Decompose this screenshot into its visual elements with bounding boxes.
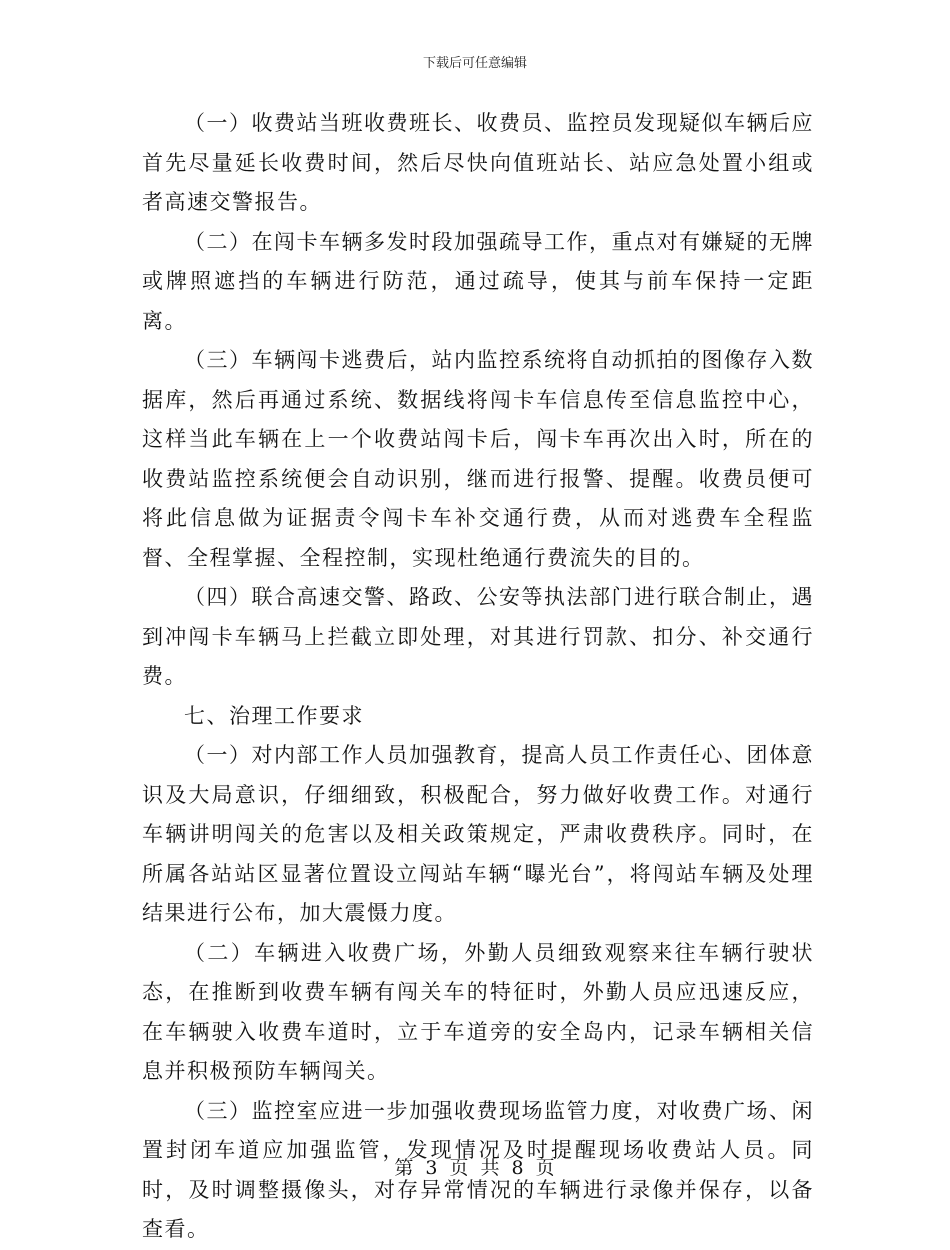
paragraph: （二）车辆进入收费广场，外勤人员细致观察来往车辆行驶状态，在推断到收费车辆有闯关车的特征时，外勤人员应迅速反应，在车辆驶入收费车道时，立于车道旁的安全岛内，记录车辆相关信息并积极预防车辆闯关。: [142, 940, 814, 1083]
section-heading: 七、治理工作要求: [184, 703, 364, 728]
paragraph: （三）监控室应进一步加强收费现场监管力度，对收费广场、闲置封闭车道应加强监管，发现情况及时提醒现场收费站人员。同时，及时调整摄像头，对存异常情况的车辆进行录像并保存，以备查看。: [142, 1098, 814, 1241]
page-number: 第 3 页 共 8 页: [394, 1157, 556, 1179]
paragraph: （四）联合高速交警、路政、公安等执法部门进行联合制止，遇到冲闯卡车辆马上拦截立即处理，对其进行罚款、扣分、补交通行费。: [142, 585, 814, 688]
paragraph: （一）收费站当班收费班长、收费员、监控员发现疑似车辆后应首先尽量延长收费时间，然后尽快向值班站长、站应急处置小组或者高速交警报告。: [142, 111, 814, 214]
paragraph: （三）车辆闯卡逃费后，站内监控系统将自动抓拍的图像存入数据库，然后再通过系统、数据线将闯卡车信息传至信息监控中心，这样当此车辆在上一个收费站闯卡后，闯卡车再次出入时，所在的收费站监控系统便会自动识别，继而进行报警、提醒。收费员便可将此信息做为证据责令闯卡车补交通行费，从而对逃费车全程监督、全程掌握、全程控制，实现杜绝通行费流失的目的。: [142, 348, 814, 570]
page-header: 下载后可任意编辑: [422, 56, 527, 71]
document-body: [142, 104, 814, 1250]
paragraph: （二）在闯卡车辆多发时段加强疏导工作，重点对有嫌疑的无牌或牌照遮挡的车辆进行防范，通过疏导，使其与前车保持一定距离。: [142, 229, 814, 333]
paragraph: （一）对内部工作人员加强教育，提高人员工作责任心、团体意识及大局意识，仔细细致，积极配合，努力做好收费工作。对通行车辆讲明闯关的危害以及相关政策规定，严肃收费秩序。同时，在所属各站站区显著位置设立闯站车辆“曝光台”，将闯站车辆及处理结果进行公布，加大震慑力度。: [142, 743, 814, 925]
